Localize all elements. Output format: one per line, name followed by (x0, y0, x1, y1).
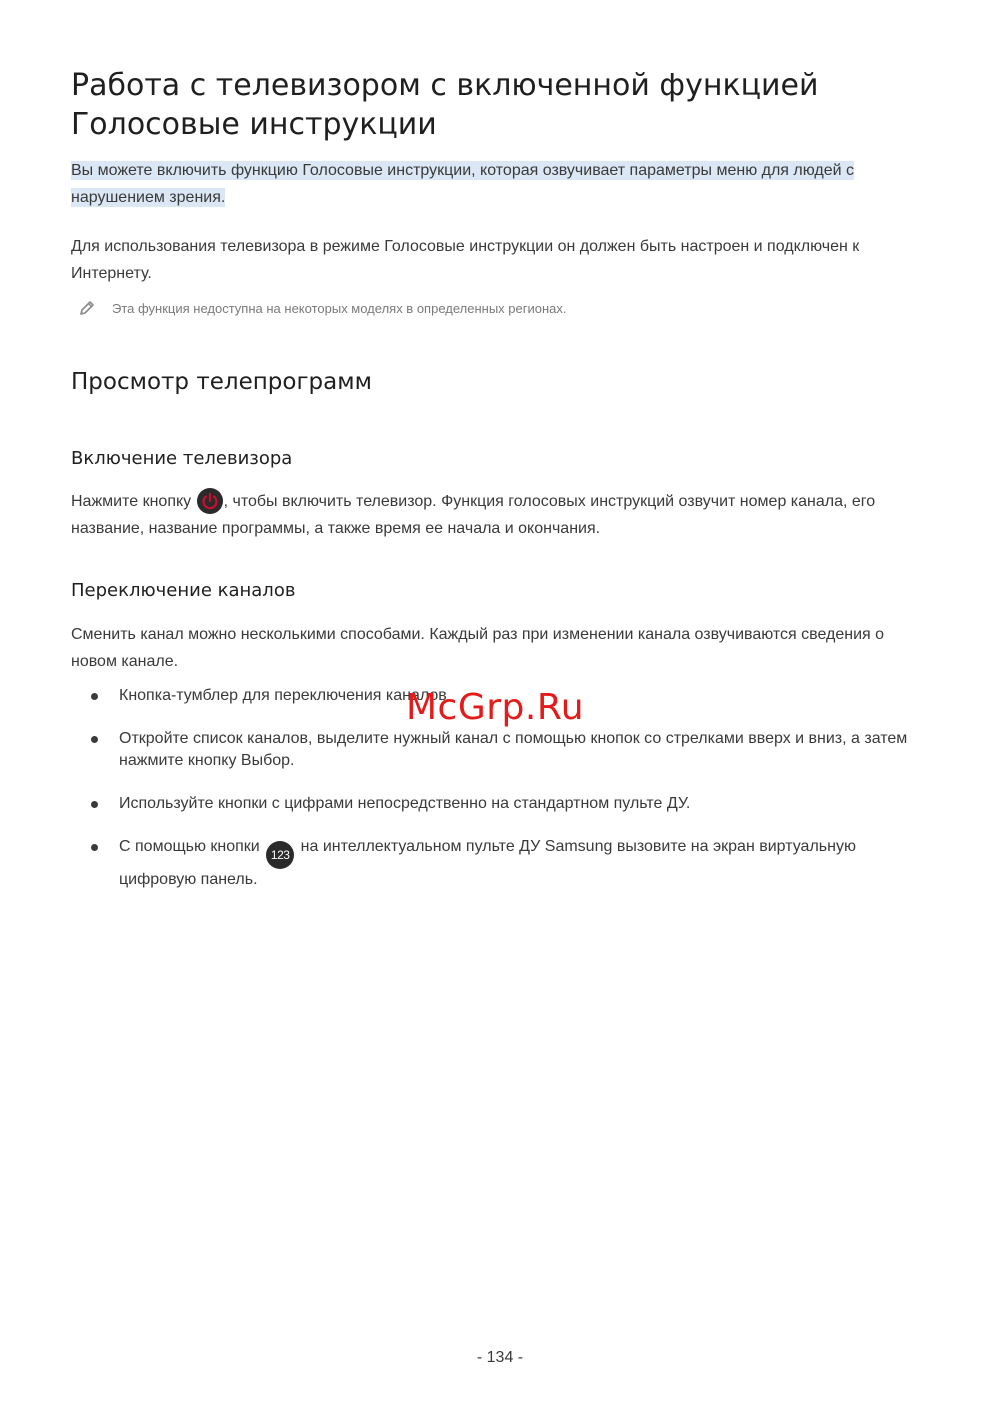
list-item: Откройте список каналов, выделите нужный канал с помощью кнопок со стрелками вверх и вниз, а затем нажмите кнопку Выбор. (71, 728, 921, 772)
list-item: С помощью кнопки 123 на интеллектуальном пульте ДУ Samsung вызовите на экран виртуальную цифровую панель. (71, 836, 921, 891)
bullet-dot (91, 801, 98, 808)
power-button-icon (197, 488, 223, 514)
note (78, 298, 938, 320)
page-number: - 134 - (476, 1349, 524, 1366)
intro-highlighted-text: Вы можете включить функцию Голосовые инструкции, которая озвучивает параметры меню для людей с нарушением зрения. (71, 162, 855, 206)
watermark: McGrp.Ru (406, 687, 585, 728)
section-title: Просмотр телепрограмм (71, 369, 372, 395)
subsection-title-channels: Переключение каналов (71, 580, 296, 601)
note-text: Эта функция недоступна на некоторых моделях в определенных регионах. (112, 301, 567, 316)
internet-requirement-paragraph: Для использования телевизора в режиме Голосовые инструкции он должен быть настроен и подключен к Интернету. (71, 238, 860, 282)
page-title: Работа с телевизором с включенной функцией Голосовые инструкции (71, 68, 819, 142)
power-text-after: , чтобы включить телевизор. Функция голосовых инструкций озвучит номер канала, его название, название программы, а также время ее начала и окончания. (71, 493, 876, 537)
number-button-icon: 123 (266, 841, 294, 869)
power-paragraph (71, 488, 931, 542)
subsection-title-power: Включение телевизора (71, 448, 293, 469)
power-text-before: Нажмите кнопку (71, 493, 196, 510)
bullet-dot (91, 736, 98, 743)
intro-paragraph (71, 157, 931, 211)
bullet-dot (91, 693, 98, 700)
channels-paragraph: Сменить канал можно несколькими способами. Каждый раз при изменении канала озвучиваются сведения о новом канале. (71, 626, 885, 670)
list-item: Кнопка-тумблер для переключения каналов (71, 685, 921, 707)
pencil-icon (78, 299, 96, 317)
list-item: Используйте кнопки с цифрами непосредственно на стандартном пульте ДУ. (71, 793, 921, 815)
bullet-dot (91, 844, 98, 851)
